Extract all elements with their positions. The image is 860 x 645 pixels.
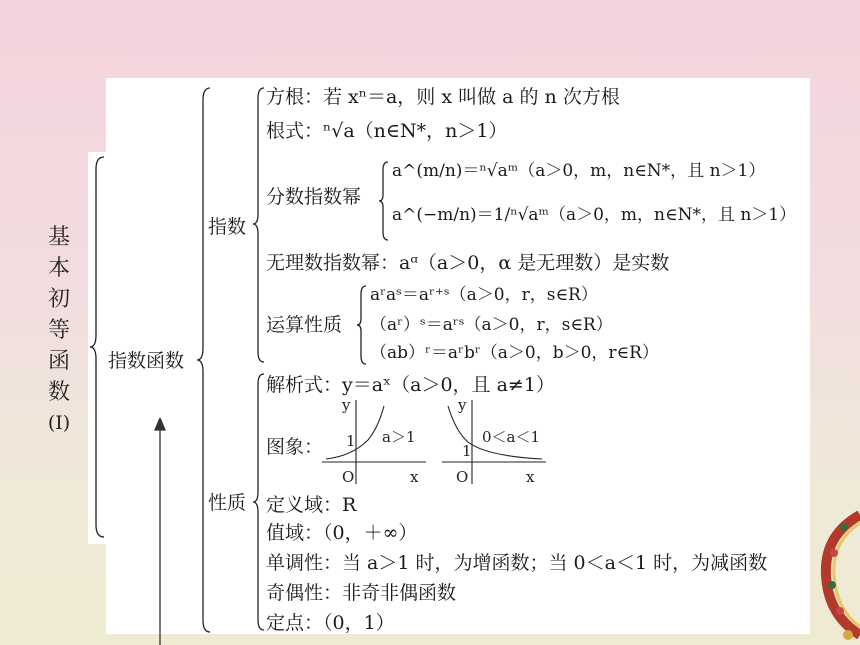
fraction-brace xyxy=(378,160,390,242)
graph-decreasing xyxy=(442,398,562,490)
parity: 奇偶性：非奇非偶函数 xyxy=(266,582,457,604)
radical-definition: 根式：ⁿ√a（n∈N*，n＞1） xyxy=(266,120,508,142)
branch-exponent: 指数 xyxy=(208,216,247,238)
title-char: 本 xyxy=(47,256,70,281)
formula: 解析式：y＝aˣ（a＞0，且 a≠1） xyxy=(266,374,555,396)
fraction-negative: a^(−m/n)＝1/ⁿ√aᵐ（a＞0，m，n∈N*，且 n＞1） xyxy=(392,205,797,225)
fraction-positive: a^(m/n)＝ⁿ√aᵐ（a＞0，m，n∈N*，且 n＞1） xyxy=(392,161,766,181)
title-char: 数 xyxy=(47,380,70,405)
graph2-condition: 0＜a＜1 xyxy=(482,428,541,446)
up-arrow-icon xyxy=(150,418,170,645)
irrational-definition: 无理数指数幂：aᵅ（a＞0，α 是无理数）是实数 xyxy=(266,252,670,274)
rule-product-power: （ab）ʳ＝aʳbʳ（a＞0，b＞0，r∈R） xyxy=(370,343,659,363)
rules-label: 运算性质 xyxy=(266,314,343,336)
graph-increasing xyxy=(322,398,432,490)
graph2-x-label: x xyxy=(526,468,535,486)
decoration-illustration xyxy=(804,505,860,645)
domain: 定义域：R xyxy=(266,494,357,516)
graph1-y-label: y xyxy=(342,398,351,414)
graph1-condition: a＞1 xyxy=(382,428,416,446)
fixed-point: 定点：（0，1） xyxy=(266,612,395,634)
graph2-one: 1 xyxy=(462,442,472,460)
graph1-origin: O xyxy=(342,468,355,486)
rule-product: aʳaˢ＝aʳ⁺ˢ（a＞0，r，s∈R） xyxy=(370,285,598,305)
root-label: 指数函数 xyxy=(108,350,185,372)
monotonicity: 单调性：当 a＞1 时，为增函数；当 0＜a＜1 时，为减函数 xyxy=(266,552,768,574)
exponent-brace xyxy=(252,86,266,366)
root-definition: 方根：若 xⁿ＝a，则 x 叫做 a 的 n 次方根 xyxy=(266,86,620,108)
graph1-one: 1 xyxy=(346,432,356,450)
section-title xyxy=(44,222,74,439)
fraction-label: 分数指数幂 xyxy=(266,186,362,208)
title-roman: (Ⅰ) xyxy=(47,412,71,434)
rules-brace xyxy=(356,284,368,366)
title-char: 初 xyxy=(47,287,70,312)
range: 值域：（0，＋∞） xyxy=(266,522,418,544)
graph1-x-label: x xyxy=(410,468,419,486)
rule-power: （aʳ）ˢ＝aʳˢ（a＞0，r，s∈R） xyxy=(370,315,613,335)
outer-brace xyxy=(88,155,106,540)
title-char: 等 xyxy=(47,318,70,343)
branch-property: 性质 xyxy=(208,492,247,514)
graph-label: 图象： xyxy=(266,436,324,458)
graph2-origin: O xyxy=(456,468,469,486)
graph2-y-label: y xyxy=(458,398,467,414)
title-char: 函 xyxy=(47,349,70,374)
root-brace xyxy=(196,86,212,634)
title-char: 基 xyxy=(47,225,70,250)
property-brace xyxy=(252,372,266,634)
